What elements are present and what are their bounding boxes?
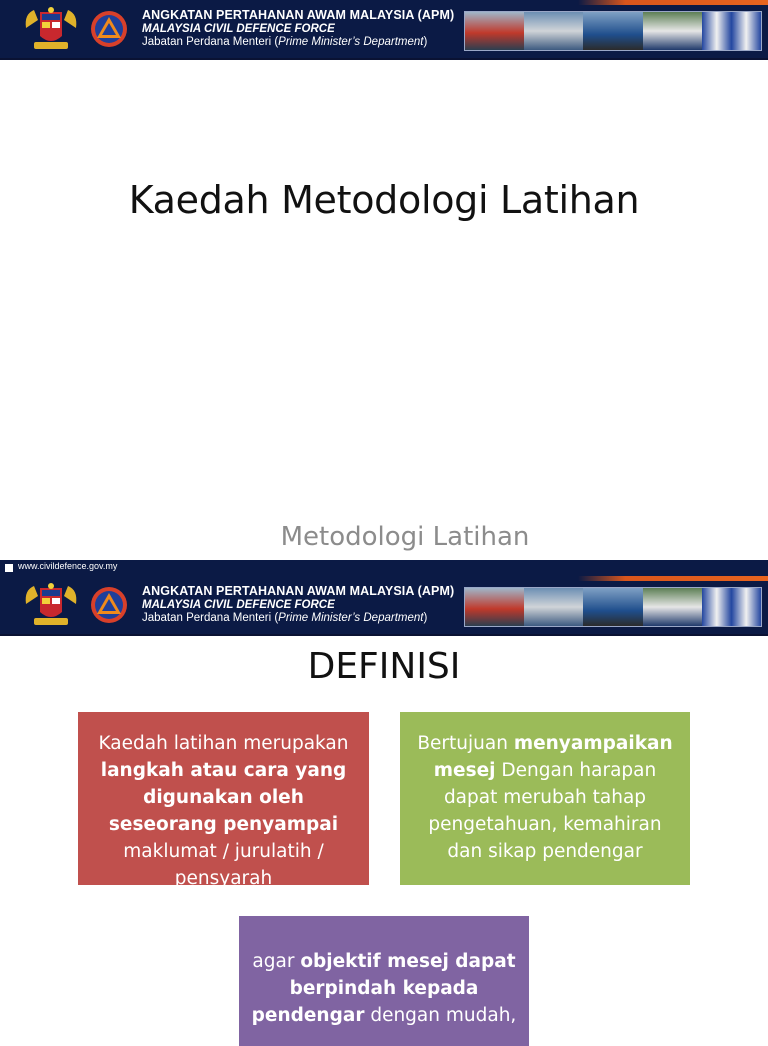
card-text: agar [252, 951, 301, 972]
card-bold-text: objektif mesej dapat berpindah kepada pendengar [251, 951, 516, 1026]
slide-subtitle: Metodologi Latihan [280, 522, 530, 552]
definition-heading: DEFINISI [307, 646, 461, 687]
banner-subtitle: MALAYSIA CIVIL DEFENCE FORCE [142, 22, 335, 35]
activity-photo-strip [464, 11, 762, 51]
apm-emblem-icon [90, 582, 128, 628]
card-text: Dengan harapan dapat merubah tahap pengetahuan, kemahiran dan sikap pendengar [428, 760, 662, 862]
coat-of-arms-icon [22, 6, 80, 52]
banner-title: ANGKATAN PERTAHANAN AWAM MALAYSIA (APM) [142, 8, 455, 22]
banner-accent-strip [578, 0, 768, 5]
card-bold-text: menyampaikan mesej [433, 733, 673, 781]
banner-accent-strip [578, 576, 768, 581]
banner-text [142, 8, 454, 50]
coat-of-arms-icon [22, 582, 80, 628]
header-banner [0, 0, 768, 60]
banner-department: Jabatan Perdana Menteri (Prime Minister’s Department) [142, 612, 428, 625]
website-url: www.civildefence.gov.my [18, 561, 118, 571]
card-text: Bertujuan [417, 733, 514, 754]
url-row [0, 560, 768, 576]
definition-card-green [400, 712, 690, 885]
banner-department: Jabatan Perdana Menteri (Prime Minister’s Department) [142, 36, 428, 49]
activity-photo-strip [464, 587, 762, 627]
card-bold-text: langkah atau cara yang digunakan oleh seseorang penyampai [100, 760, 347, 835]
card-text: maklumat / jurulatih / pensyarah [123, 841, 324, 889]
header-banner-2 [0, 576, 768, 636]
card-text: dengan mudah, [364, 1005, 517, 1026]
banner-subtitle: MALAYSIA CIVIL DEFENCE FORCE [142, 598, 335, 611]
definition-card-purple [239, 916, 529, 1046]
checkbox-icon [5, 564, 13, 572]
card-text: Kaedah latihan merupakan [98, 733, 349, 754]
banner-title: ANGKATAN PERTAHANAN AWAM MALAYSIA (APM) [142, 584, 455, 598]
slide-title: Kaedah Metodologi Latihan [128, 178, 640, 222]
banner-text [142, 584, 454, 626]
definition-card-red [78, 712, 369, 889]
apm-emblem-icon [90, 6, 128, 52]
